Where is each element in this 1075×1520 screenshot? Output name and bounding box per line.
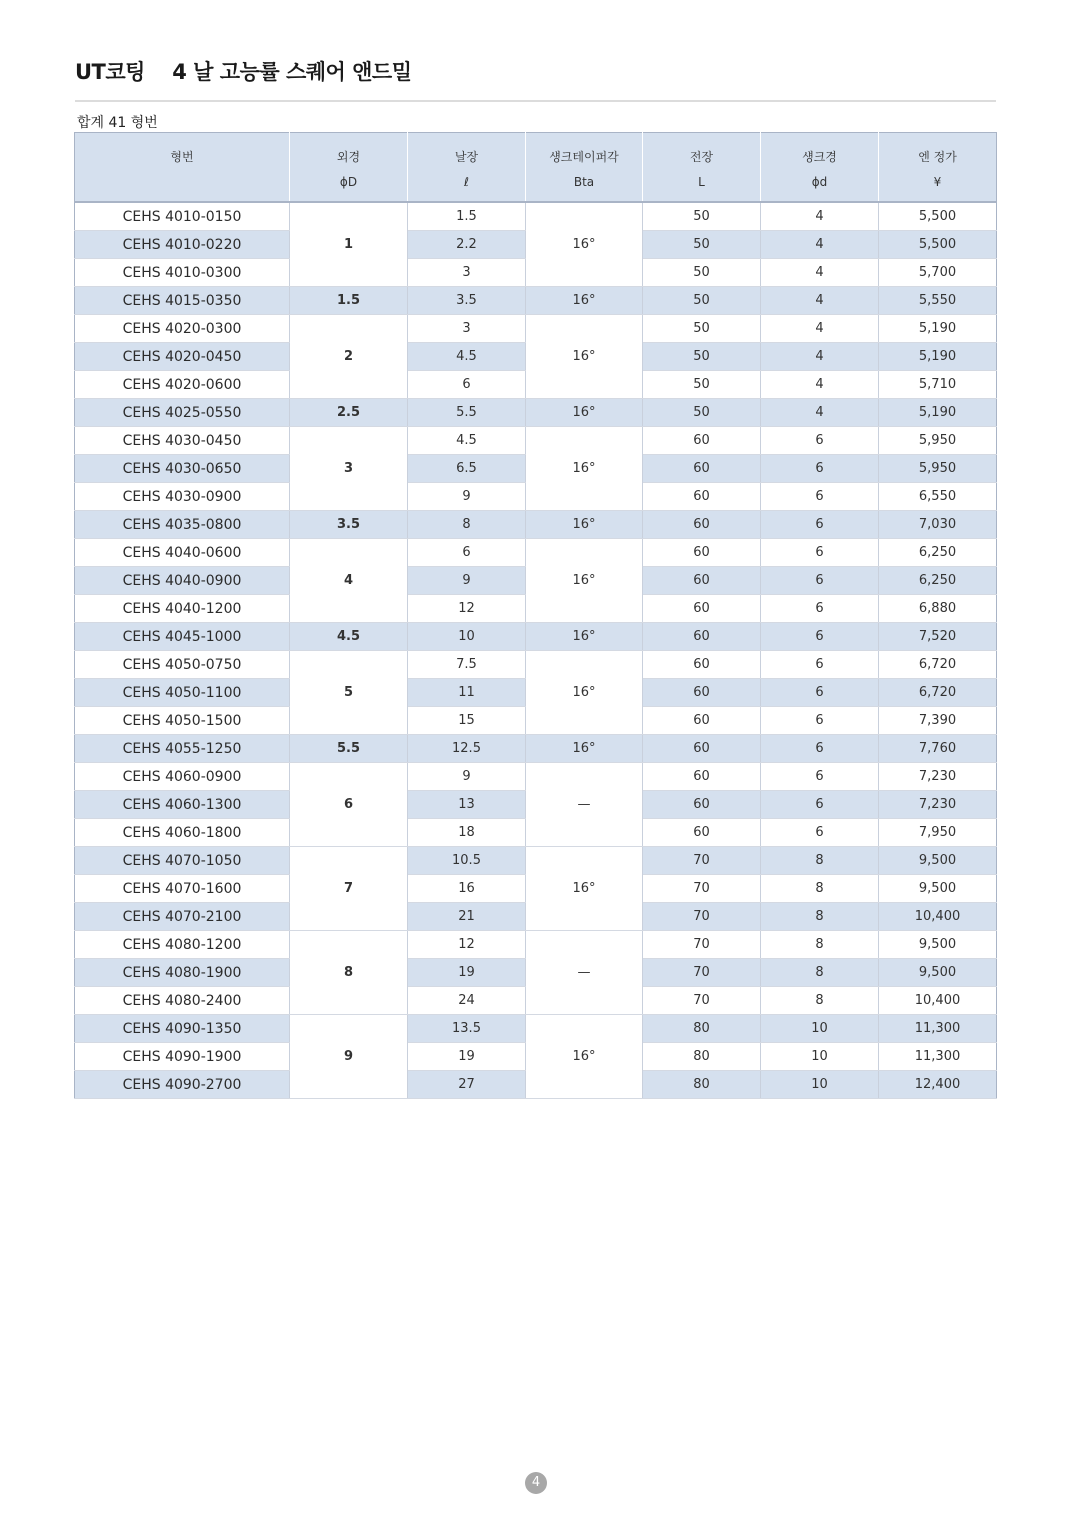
shank-diameter-cell: 6: [761, 819, 879, 847]
shank-diameter-cell: 8: [761, 959, 879, 987]
shank-taper-cell: 16°: [526, 399, 643, 427]
flute-length-cell: 7.5: [408, 651, 526, 679]
page-number: 4: [525, 1472, 547, 1494]
part-number-cell: CEHS 4080-1200: [75, 931, 290, 959]
shank-diameter-cell: 6: [761, 483, 879, 511]
part-number-cell: CEHS 4030-0450: [75, 427, 290, 455]
shank-taper-cell: 16°: [526, 847, 643, 931]
spec-table-body: [75, 202, 997, 1099]
part-number-cell: CEHS 4080-2400: [75, 987, 290, 1015]
list-price-cell: 7,030: [879, 511, 997, 539]
flute-length-cell: 9: [408, 483, 526, 511]
overall-length-cell: 80: [643, 1015, 761, 1043]
overall-length-cell: 70: [643, 903, 761, 931]
part-number-cell: CEHS 4060-1300: [75, 791, 290, 819]
shank-diameter-cell: 8: [761, 875, 879, 903]
shank-taper-cell: 16°: [526, 427, 643, 511]
flute-length-cell: 4.5: [408, 427, 526, 455]
outer-diameter-cell: 6: [290, 763, 408, 847]
overall-length-cell: 60: [643, 427, 761, 455]
shank-diameter-cell: 6: [761, 595, 879, 623]
part-number-cell: CEHS 4060-0900: [75, 763, 290, 791]
header-part-number-symbol: [75, 175, 290, 202]
flute-length-cell: 11: [408, 679, 526, 707]
flute-length-cell: 9: [408, 567, 526, 595]
overall-length-cell: 70: [643, 931, 761, 959]
part-number-cell: CEHS 4020-0450: [75, 343, 290, 371]
list-price-cell: 7,390: [879, 707, 997, 735]
outer-diameter-cell: 1: [290, 202, 408, 287]
shank-taper-cell: 16°: [526, 651, 643, 735]
header-flute-length-symbol: ℓ: [408, 175, 526, 202]
shank-diameter-cell: 8: [761, 903, 879, 931]
outer-diameter-cell: 8: [290, 931, 408, 1015]
shank-diameter-cell: 6: [761, 455, 879, 483]
part-number-cell: CEHS 4090-1350: [75, 1015, 290, 1043]
part-number-cell: CEHS 4090-2700: [75, 1071, 290, 1099]
outer-diameter-cell: 3: [290, 427, 408, 511]
part-number-cell: CEHS 4035-0800: [75, 511, 290, 539]
part-number-cell: CEHS 4010-0300: [75, 259, 290, 287]
outer-diameter-cell: 5: [290, 651, 408, 735]
total-count: 합계 41 형번: [77, 115, 158, 131]
shank-diameter-cell: 4: [761, 343, 879, 371]
list-price-cell: 6,880: [879, 595, 997, 623]
table-row: [75, 427, 997, 455]
list-price-cell: 12,400: [879, 1071, 997, 1099]
outer-diameter-cell: 1.5: [290, 287, 408, 315]
part-number-cell: CEHS 4010-0150: [75, 202, 290, 231]
list-price-cell: 11,300: [879, 1015, 997, 1043]
list-price-cell: 6,250: [879, 567, 997, 595]
part-number-cell: CEHS 4015-0350: [75, 287, 290, 315]
shank-diameter-cell: 6: [761, 763, 879, 791]
overall-length-cell: 60: [643, 819, 761, 847]
flute-length-cell: 6: [408, 371, 526, 399]
flute-length-cell: 5.5: [408, 399, 526, 427]
overall-length-cell: 60: [643, 735, 761, 763]
part-number-cell: CEHS 4050-1500: [75, 707, 290, 735]
part-number-cell: CEHS 4020-0300: [75, 315, 290, 343]
flute-length-cell: 4.5: [408, 343, 526, 371]
list-price-cell: 7,520: [879, 623, 997, 651]
shank-taper-cell: 16°: [526, 539, 643, 623]
overall-length-cell: 50: [643, 399, 761, 427]
flute-length-cell: 3: [408, 315, 526, 343]
table-row: [75, 315, 997, 343]
overall-length-cell: 60: [643, 651, 761, 679]
shank-taper-cell: 16°: [526, 202, 643, 287]
list-price-cell: 5,190: [879, 315, 997, 343]
shank-diameter-cell: 4: [761, 259, 879, 287]
table-row: [75, 735, 997, 763]
table-row: [75, 202, 997, 231]
shank-taper-cell: —: [526, 931, 643, 1015]
flute-length-cell: 13: [408, 791, 526, 819]
part-number-cell: CEHS 4040-0900: [75, 567, 290, 595]
flute-length-cell: 6.5: [408, 455, 526, 483]
outer-diameter-cell: 4: [290, 539, 408, 623]
shank-diameter-cell: 6: [761, 651, 879, 679]
flute-length-cell: 1.5: [408, 202, 526, 231]
flute-length-cell: 21: [408, 903, 526, 931]
shank-taper-cell: 16°: [526, 623, 643, 651]
flute-length-cell: 16: [408, 875, 526, 903]
list-price-cell: 5,190: [879, 399, 997, 427]
part-number-cell: CEHS 4070-1600: [75, 875, 290, 903]
shank-taper-cell: 16°: [526, 511, 643, 539]
flute-length-cell: 3.5: [408, 287, 526, 315]
part-number-cell: CEHS 4020-0600: [75, 371, 290, 399]
table-row: [75, 651, 997, 679]
flute-length-cell: 12: [408, 931, 526, 959]
part-number-cell: CEHS 4040-1200: [75, 595, 290, 623]
part-number-cell: CEHS 4045-1000: [75, 623, 290, 651]
table-row: [75, 539, 997, 567]
part-number-cell: CEHS 4025-0550: [75, 399, 290, 427]
flute-length-cell: 2.2: [408, 231, 526, 259]
overall-length-cell: 60: [643, 763, 761, 791]
list-price-cell: 11,300: [879, 1043, 997, 1071]
overall-length-cell: 80: [643, 1043, 761, 1071]
list-price-cell: 7,950: [879, 819, 997, 847]
header-outer-diameter-symbol: ϕD: [290, 175, 408, 202]
flute-length-cell: 24: [408, 987, 526, 1015]
table-row: [75, 287, 997, 315]
part-number-cell: CEHS 4050-1100: [75, 679, 290, 707]
part-number-cell: CEHS 4030-0650: [75, 455, 290, 483]
outer-diameter-cell: 2.5: [290, 399, 408, 427]
outer-diameter-cell: 7: [290, 847, 408, 931]
overall-length-cell: 50: [643, 202, 761, 231]
header-shank-diameter: 섕크경: [761, 133, 879, 176]
overall-length-cell: 60: [643, 483, 761, 511]
list-price-cell: 5,550: [879, 287, 997, 315]
list-price-cell: 5,190: [879, 343, 997, 371]
overall-length-cell: 60: [643, 455, 761, 483]
overall-length-cell: 70: [643, 847, 761, 875]
overall-length-cell: 50: [643, 231, 761, 259]
list-price-cell: 9,500: [879, 959, 997, 987]
overall-length-cell: 50: [643, 287, 761, 315]
header-list-price: 엔 정가: [879, 133, 997, 176]
part-number-cell: CEHS 4055-1250: [75, 735, 290, 763]
page-title: UT코팅 4 날 고능률 스퀘어 앤드밀: [75, 60, 412, 84]
part-number-cell: CEHS 4030-0900: [75, 483, 290, 511]
list-price-cell: 6,250: [879, 539, 997, 567]
part-number-cell: CEHS 4080-1900: [75, 959, 290, 987]
flute-length-cell: 3: [408, 259, 526, 287]
shank-taper-cell: 16°: [526, 287, 643, 315]
shank-diameter-cell: 6: [761, 539, 879, 567]
overall-length-cell: 60: [643, 539, 761, 567]
flute-length-cell: 19: [408, 959, 526, 987]
part-number-cell: CEHS 4090-1900: [75, 1043, 290, 1071]
list-price-cell: 7,230: [879, 763, 997, 791]
header-row-symbols: [75, 175, 997, 202]
overall-length-cell: 50: [643, 343, 761, 371]
overall-length-cell: 70: [643, 987, 761, 1015]
table-row: [75, 847, 997, 875]
shank-diameter-cell: 8: [761, 987, 879, 1015]
shank-diameter-cell: 6: [761, 679, 879, 707]
list-price-cell: 9,500: [879, 847, 997, 875]
shank-diameter-cell: 8: [761, 931, 879, 959]
header-overall-length-symbol: L: [643, 175, 761, 202]
shank-taper-cell: 16°: [526, 315, 643, 399]
list-price-cell: 5,700: [879, 259, 997, 287]
flute-length-cell: 18: [408, 819, 526, 847]
overall-length-cell: 80: [643, 1071, 761, 1099]
list-price-cell: 5,950: [879, 427, 997, 455]
list-price-cell: 10,400: [879, 903, 997, 931]
outer-diameter-cell: 2: [290, 315, 408, 399]
flute-length-cell: 10.5: [408, 847, 526, 875]
table-row: [75, 511, 997, 539]
list-price-cell: 5,710: [879, 371, 997, 399]
shank-diameter-cell: 4: [761, 231, 879, 259]
flute-length-cell: 27: [408, 1071, 526, 1099]
list-price-cell: 7,760: [879, 735, 997, 763]
spec-table: [74, 132, 997, 1099]
shank-diameter-cell: 4: [761, 371, 879, 399]
flute-length-cell: 13.5: [408, 1015, 526, 1043]
list-price-cell: 6,720: [879, 679, 997, 707]
header-row-labels: [75, 133, 997, 176]
flute-length-cell: 6: [408, 539, 526, 567]
flute-length-cell: 15: [408, 707, 526, 735]
part-number-cell: CEHS 4070-2100: [75, 903, 290, 931]
shank-diameter-cell: 6: [761, 791, 879, 819]
outer-diameter-cell: 9: [290, 1015, 408, 1099]
flute-length-cell: 19: [408, 1043, 526, 1071]
list-price-cell: 10,400: [879, 987, 997, 1015]
shank-diameter-cell: 10: [761, 1043, 879, 1071]
overall-length-cell: 60: [643, 595, 761, 623]
flute-length-cell: 12: [408, 595, 526, 623]
shank-taper-cell: 16°: [526, 735, 643, 763]
shank-diameter-cell: 6: [761, 567, 879, 595]
flute-length-cell: 12.5: [408, 735, 526, 763]
shank-diameter-cell: 10: [761, 1015, 879, 1043]
part-number-cell: CEHS 4010-0220: [75, 231, 290, 259]
header-overall-length: 전장: [643, 133, 761, 176]
shank-taper-cell: —: [526, 763, 643, 847]
overall-length-cell: 60: [643, 623, 761, 651]
flute-length-cell: 9: [408, 763, 526, 791]
overall-length-cell: 60: [643, 679, 761, 707]
overall-length-cell: 60: [643, 707, 761, 735]
table-row: [75, 1015, 997, 1043]
shank-taper-cell: 16°: [526, 1015, 643, 1099]
shank-diameter-cell: 8: [761, 847, 879, 875]
part-number-cell: CEHS 4070-1050: [75, 847, 290, 875]
flute-length-cell: 10: [408, 623, 526, 651]
outer-diameter-cell: 3.5: [290, 511, 408, 539]
shank-diameter-cell: 10: [761, 1071, 879, 1099]
overall-length-cell: 60: [643, 791, 761, 819]
overall-length-cell: 60: [643, 511, 761, 539]
overall-length-cell: 50: [643, 371, 761, 399]
list-price-cell: 5,500: [879, 231, 997, 259]
overall-length-cell: 70: [643, 875, 761, 903]
shank-diameter-cell: 4: [761, 202, 879, 231]
header-outer-diameter: 외경: [290, 133, 408, 176]
header-list-price-symbol: ¥: [879, 175, 997, 202]
header-shank-taper: 섕크테이퍼각: [526, 133, 643, 176]
list-price-cell: 7,230: [879, 791, 997, 819]
list-price-cell: 9,500: [879, 931, 997, 959]
header-flute-length: 날장: [408, 133, 526, 176]
shank-diameter-cell: 6: [761, 511, 879, 539]
outer-diameter-cell: 4.5: [290, 623, 408, 651]
part-number-cell: CEHS 4040-0600: [75, 539, 290, 567]
overall-length-cell: 70: [643, 959, 761, 987]
list-price-cell: 5,500: [879, 202, 997, 231]
table-row: [75, 763, 997, 791]
list-price-cell: 6,720: [879, 651, 997, 679]
table-row: [75, 399, 997, 427]
list-price-cell: 9,500: [879, 875, 997, 903]
shank-diameter-cell: 4: [761, 287, 879, 315]
overall-length-cell: 50: [643, 259, 761, 287]
header-shank-taper-symbol: Bta: [526, 175, 643, 202]
table-row: [75, 931, 997, 959]
outer-diameter-cell: 5.5: [290, 735, 408, 763]
shank-diameter-cell: 6: [761, 707, 879, 735]
shank-diameter-cell: 4: [761, 399, 879, 427]
table-row: [75, 623, 997, 651]
overall-length-cell: 60: [643, 567, 761, 595]
list-price-cell: 5,950: [879, 455, 997, 483]
overall-length-cell: 50: [643, 315, 761, 343]
shank-diameter-cell: 6: [761, 735, 879, 763]
shank-diameter-cell: 6: [761, 623, 879, 651]
title-divider: [75, 100, 996, 102]
header-shank-diameter-symbol: ϕd: [761, 175, 879, 202]
part-number-cell: CEHS 4060-1800: [75, 819, 290, 847]
list-price-cell: 6,550: [879, 483, 997, 511]
shank-diameter-cell: 6: [761, 427, 879, 455]
part-number-cell: CEHS 4050-0750: [75, 651, 290, 679]
flute-length-cell: 8: [408, 511, 526, 539]
header-part-number: 형번: [75, 133, 290, 176]
shank-diameter-cell: 4: [761, 315, 879, 343]
